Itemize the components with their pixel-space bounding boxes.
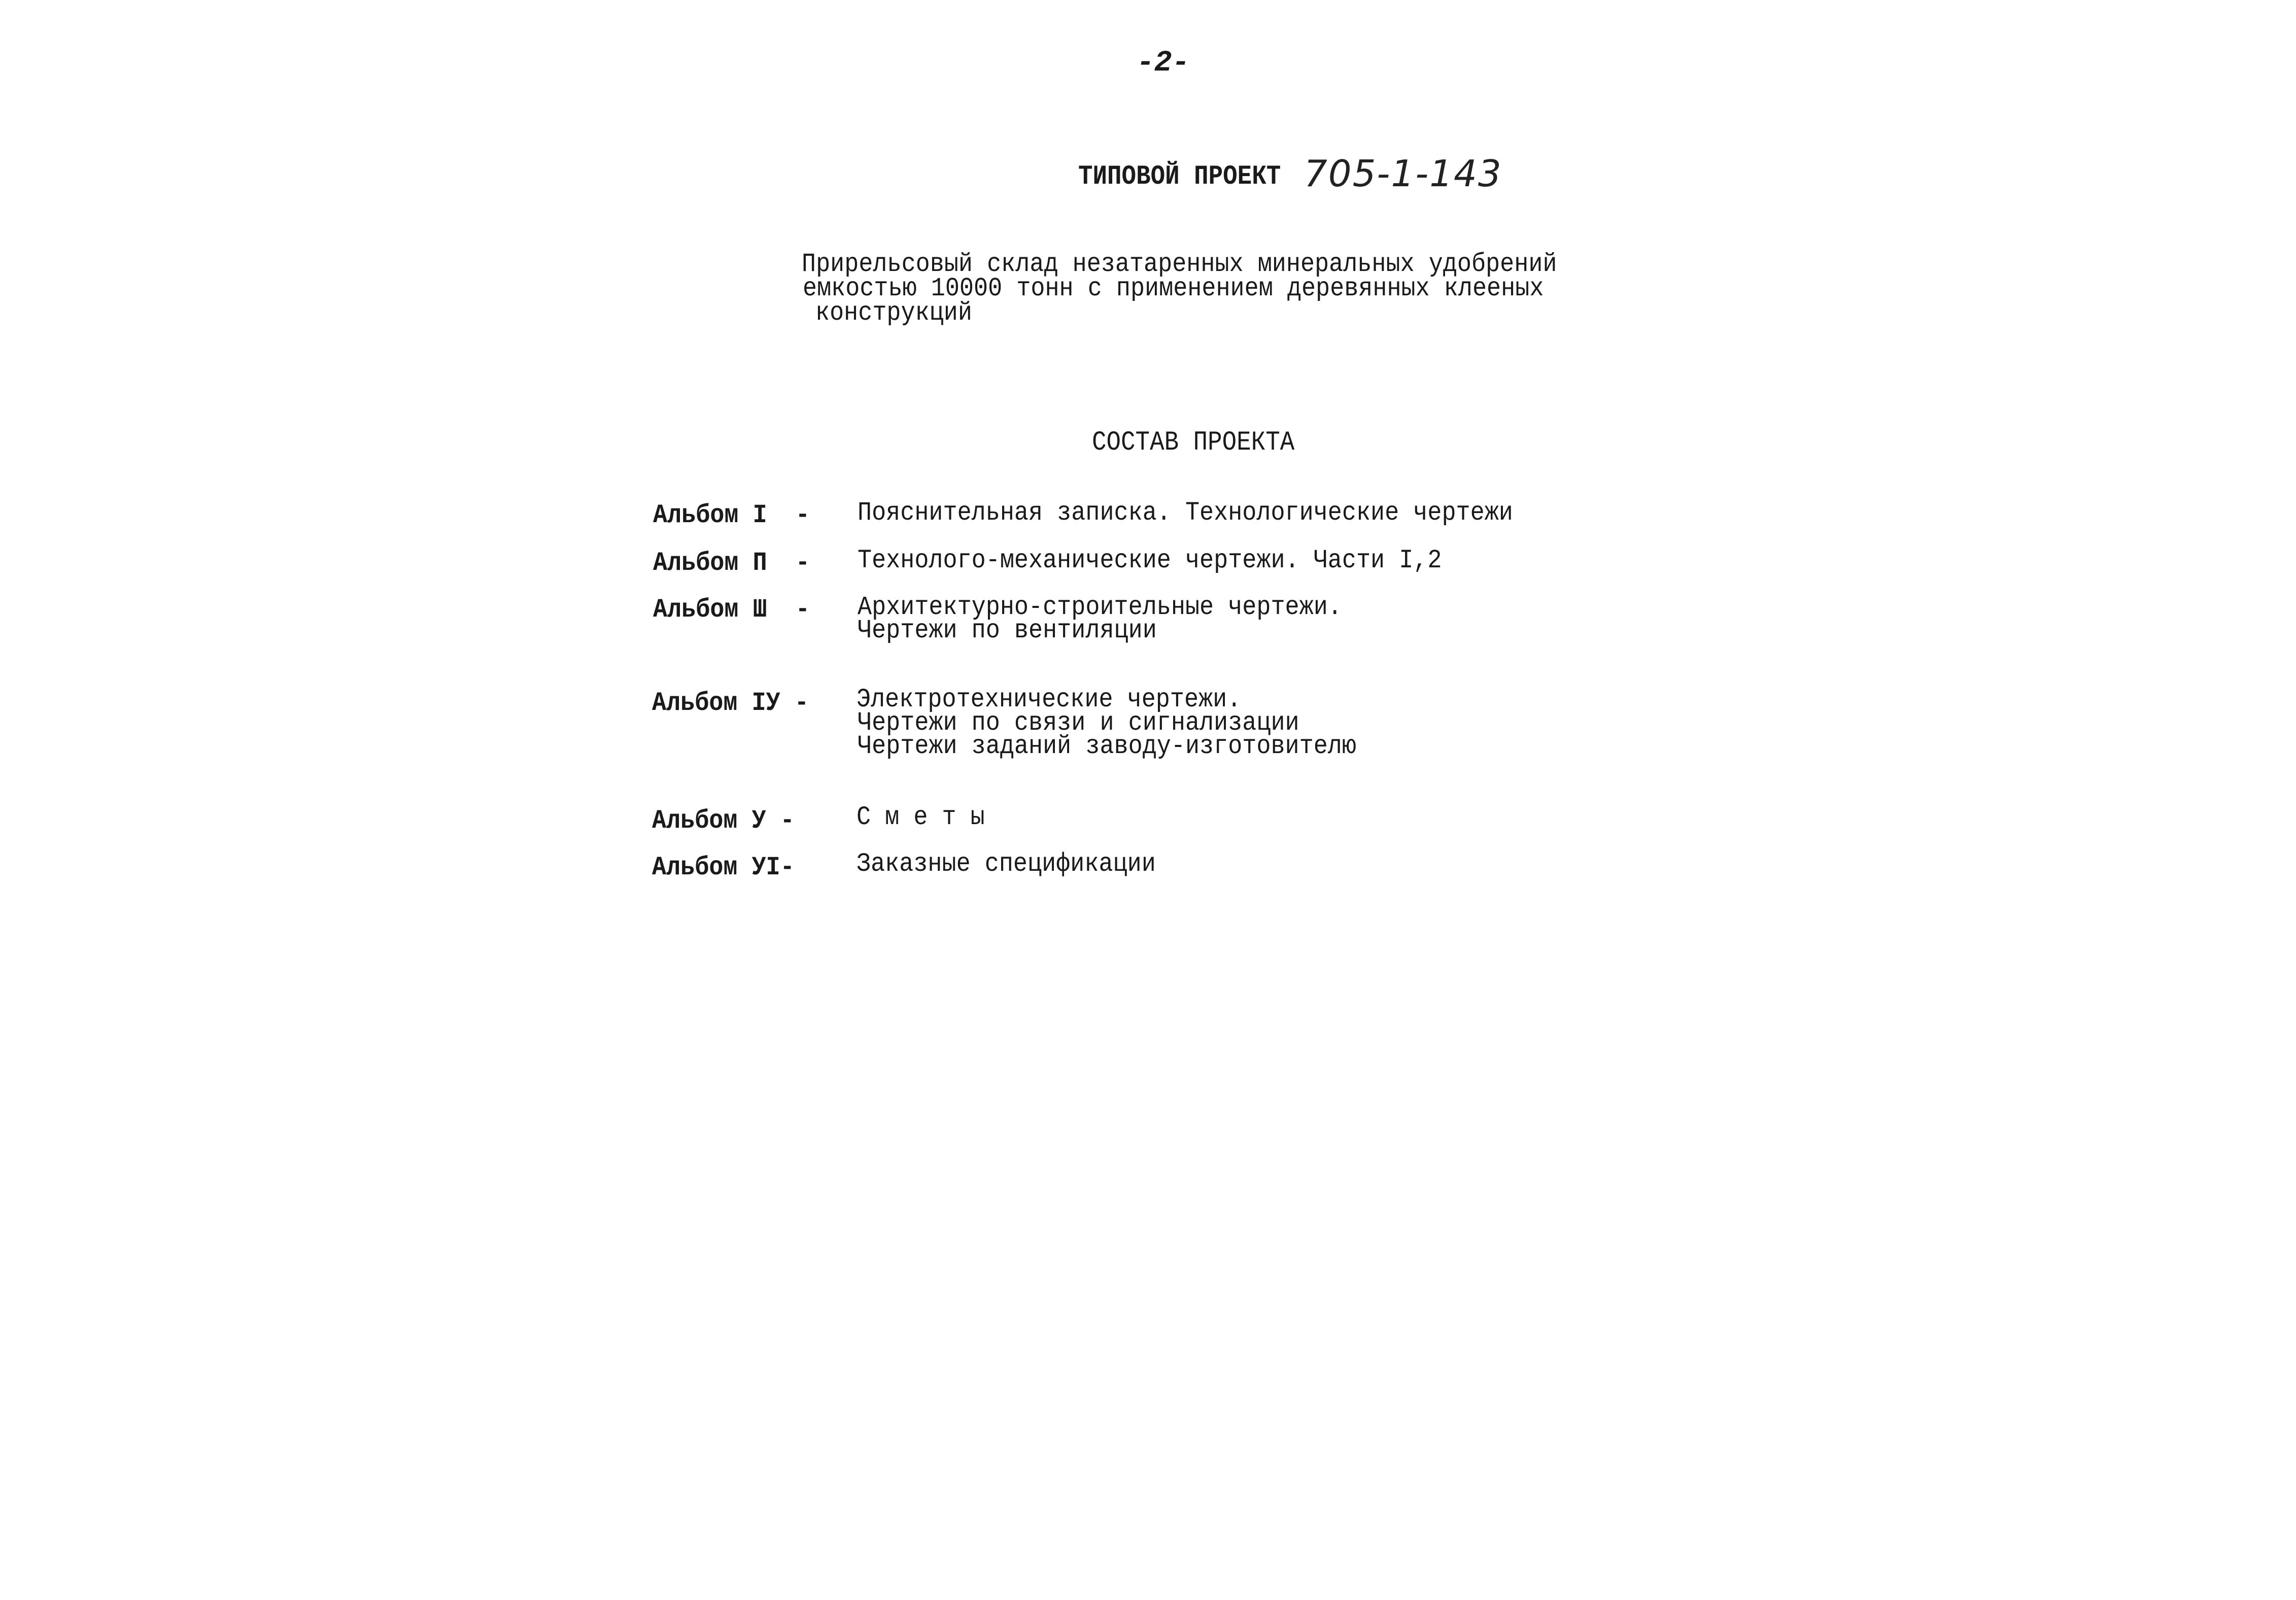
- album-2-content: Технолого-механические чертежи. Части I,2: [858, 546, 1442, 575]
- album-4-content: Электротехнические чертежи.: [856, 685, 1242, 714]
- album-3-content: Архитектурно-строительные чертежи.: [858, 592, 1342, 622]
- project-number-handwritten: 705-1-143: [1304, 152, 1502, 195]
- page-number: -2-: [1137, 47, 1190, 80]
- album-4-content: Чертежи заданий заводу-изготовителю: [858, 731, 1356, 761]
- album-5-content: С м е т ы: [856, 802, 985, 832]
- album-1-name: Альбом I -: [653, 500, 810, 530]
- project-description-line: Прирельсовый склад незатаренных минеральных удобрений: [802, 249, 1557, 279]
- album-6-name: Альбом УI-: [652, 853, 795, 882]
- album-1-content: Пояснительная записка. Технологические чертежи: [858, 498, 1513, 528]
- album-3-content: Чертежи по вентиляции: [858, 616, 1157, 645]
- composition-title: СОСТАВ ПРОЕКТА: [1092, 427, 1295, 458]
- album-4-name: Альбом IУ -: [652, 688, 809, 718]
- album-6-content: Заказные спецификации: [856, 849, 1156, 879]
- project-description-line: емкостью 10000 тонн с применением деревянных клееных: [803, 274, 1544, 303]
- project-description-line: конструкций: [815, 298, 972, 328]
- album-5-name: Альбом У -: [652, 806, 795, 836]
- album-3-name: Альбом Ш -: [653, 595, 810, 625]
- album-4-content: Чертежи по связи и сигнализации: [858, 708, 1299, 738]
- album-2-name: Альбом П -: [653, 548, 810, 578]
- document-type-label: ТИПОВОЙ ПРОЕКТ: [1078, 161, 1281, 192]
